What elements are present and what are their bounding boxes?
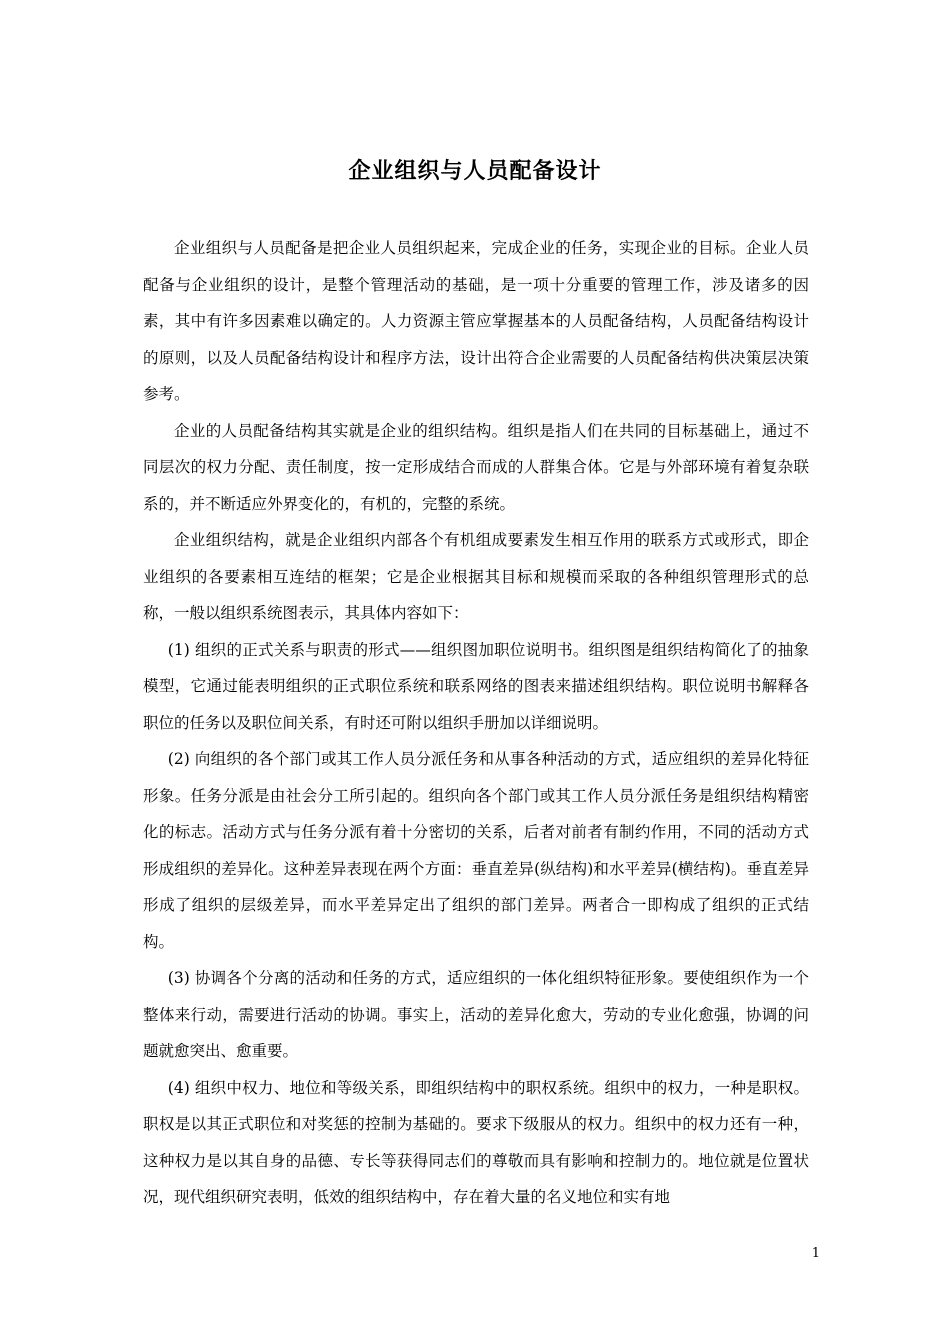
paragraph-structure-definition: 企业的人员配备结构其实就是企业的组织结构。组织是指人们在共同的目标基础上，通过不同层次的权力分配、责任制度，按一定形成结合而成的人群集合体。它是与外部环境有着复杂联系的，并不断适应外界变化的，有机的，完整的系统。 (143, 421, 809, 513)
paragraph-intro: 企业组织与人员配备是把企业人员组织起来，完成企业的任务，实现企业的目标。企业人员配备与企业组织的设计，是整个管理活动的基础，是一项十分重要的管理工作，涉及诸多的因素，其中有许多因素难以确定的。人力资源主管应掌握基本的人员配备结构，人员配备结构设计的原则，以及人员配备结构设计和程序方法，设计出符合企业需要的人员配备结构供决策层决策参考。 (143, 239, 809, 403)
page-number: 1 (811, 1246, 820, 1261)
document-title: 企业组织与人员配备设计 (348, 158, 602, 184)
paragraph-item-1: (1) 组织的正式关系与职责的形式——组织图加职位说明书。组织图是组织结构简化了的抽象模型，它通过能表明组织的正式职位系统和联系网络的图表来描述组织结构。职位说明书解释各职位的任务以及职位间关系，有时还可附以组织手册加以详细说明。 (143, 640, 809, 732)
paragraph-item-3: (3) 协调各个分离的活动和任务的方式，适应组织的一体化组织特征形象。要使组织作为一个整体来行动，需要进行活动的协调。事实上，活动的差异化愈大，劳动的专业化愈强，协调的问题就愈突出、愈重要。 (143, 969, 809, 1060)
paragraph-organization-structure: 企业组织结构，就是企业组织内部各个有机组成要素发生相互作用的联系方式或形式，即企业组织的各要素相互连结的框架；它是企业根据其目标和规模而采取的各种组织管理形式的总称，一般以组织系统图表示，其具体内容如下： (143, 531, 809, 622)
paragraph-item-4: (4) 组织中权力、地位和等级关系，即组织结构中的职权系统。组织中的权力，一种是职权。职权是以其正式职位和对奖惩的控制为基础的。要求下级服从的权力。组织中的权力还有一种，这种权力是以其自身的品德、专长等获得同志们的尊敬而具有影响和控制力的。地位就是位置状况，现代组织研究表明，低效的组织结构中，存在着大量的名义地位和实有地 (143, 1078, 809, 1206)
document-body (143, 230, 809, 1216)
paragraph-item-2: (2) 向组织的各个部门或其工作人员分派任务和从事各种活动的方式，适应组织的差异化特征形象。任务分派是由社会分工所引起的。组织向各个部门或其工作人员分派任务是组织结构精密化的标志。活动方式与任务分派有着十分密切的关系，后者对前者有制约作用，不同的活动方式形成组织的差异化。这种差异表现在两个方面：垂直差异(纵结构)和水平差异(横结构)。垂直差异形成了组织的层级差异，而水平差异定出了组织的部门差异。两者合一即构成了组织的正式结构。 (143, 750, 809, 951)
